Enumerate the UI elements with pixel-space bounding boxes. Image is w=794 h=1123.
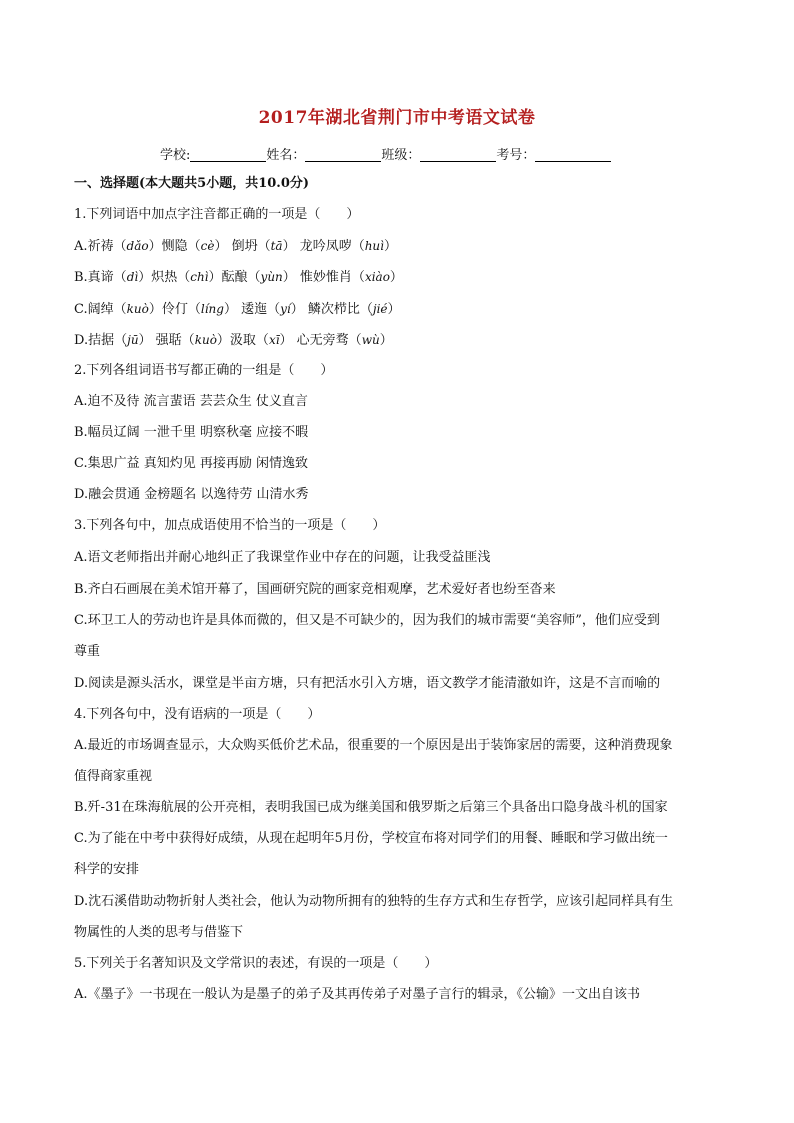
school-blank[interactable] [190, 147, 266, 162]
option-text: C.阔绰（ [74, 302, 127, 317]
option-text: ） 惟妙惟肖（ [282, 270, 365, 285]
pinyin: tā [270, 239, 283, 253]
name-label: 姓名： [266, 148, 306, 163]
question-5-stem: 5.下列关于名著知识及文学常识的表述，有误的一项是（ ） [74, 956, 438, 971]
question-5-option-a: A.《墨子》一书现在一般认为是墨子的弟子及其再传弟子对墨子言行的辑录，《公输》一文出自该书 [74, 987, 641, 1002]
page-title: 2017年湖北省荆门市中考语文试卷 [258, 108, 536, 128]
question-2-option-c: C.集思广益 真知灼见 再接再励 闲情逸致 [74, 456, 309, 471]
question-4-option-a: A.最近的市场调查显示，大众购买低价艺术品，很重要的一个原因是出于装饰家居的需要，这种消费现象 [74, 738, 673, 753]
question-4-option-c: C.为了能在中考中获得好成绩，从现在起明年5月份，学校宣布将对同学们的用餐、睡眠和学习做出统一 [74, 831, 668, 846]
option-text: ） 倒坍（ [214, 239, 271, 254]
question-2-option-b: B.幅员辽阔 一泄千里 明察秋毫 应接不暇 [74, 425, 309, 440]
pinyin: dì [126, 270, 139, 284]
option-text: ） 龙吟凤哕（ [282, 239, 365, 254]
pinyin: jū [127, 333, 139, 347]
section-heading: 一、选择题(本大题共5小题，共10.0分) [74, 176, 310, 191]
question-2-stem: 2.下列各组词语书写都正确的一组是（ ） [74, 363, 334, 378]
pinyin: wù [361, 333, 380, 347]
pinyin: cè [200, 239, 215, 253]
pinyin: kuò [194, 333, 217, 347]
option-text: D.拮据（ [74, 333, 128, 348]
pinyin: yùn [260, 270, 283, 284]
option-text: A.祈祷（ [74, 239, 127, 254]
pinyin: líng [200, 302, 224, 316]
pinyin: jié [372, 302, 388, 316]
question-4-option-d-cont: 物属性的人类的思考与借鉴下 [74, 925, 244, 940]
question-2-option-a: A.迫不及待 流言蜚语 芸芸众生 仗义直言 [74, 394, 308, 409]
pinyin: chì [190, 270, 209, 284]
name-blank[interactable] [305, 147, 381, 162]
number-blank[interactable] [535, 147, 611, 162]
question-1-option-c [74, 300, 401, 319]
question-4-stem: 4.下列各句中，没有语病的一项是（ ） [74, 707, 321, 722]
option-text: ） 强聒（ [138, 333, 195, 348]
question-1-option-a [74, 237, 397, 256]
question-3-stem: 3.下列各句中，加点成语使用不恰当的一项是（ ） [74, 518, 386, 533]
option-text: ） [384, 239, 398, 254]
question-3-option-d: D.阅读是源头活水，课堂是半亩方塘，只有把活水引入方塘，语文教学才能清澈如许，这是不言而喻的 [74, 676, 661, 691]
class-blank[interactable] [420, 147, 496, 162]
question-3-option-b: B.齐白石画展在美术馆开幕了，国画研究院的画家竞相观摩，艺术爱好者也纷至沓来 [74, 582, 556, 597]
option-text: ） [387, 302, 401, 317]
option-text: B.真谛（ [74, 270, 127, 285]
question-1-option-b [74, 268, 403, 287]
number-label: 考号： [496, 148, 536, 163]
option-text: ） 逶迤（ [223, 302, 281, 317]
question-3-option-a: A.语文老师指出并耐心地纠正了我课堂作业中存在的问题，让我受益匪浅 [74, 550, 491, 565]
class-label: 班级： [381, 148, 421, 163]
student-info-row [160, 144, 611, 163]
pinyin: huì [364, 239, 384, 253]
option-text: ）汲取（ [216, 333, 269, 348]
question-1-stem: 1.下列词语中加点字注音都正确的一项是（ ） [74, 207, 360, 222]
pinyin: yí [280, 302, 291, 316]
question-4-option-d: D.沈石溪借助动物折射人类社会，他认为动物所拥有的独特的生存方式和生存哲学，应该引起同样具有生 [74, 894, 674, 909]
pinyin: dǎo [126, 239, 149, 253]
question-3-option-c: C.环卫工人的劳动也许是具体而微的，但又是不可缺少的，因为我们的城市需要“美容师”，他们应受到 [74, 613, 660, 628]
option-text: ） [379, 333, 393, 348]
question-4-option-a-cont: 值得商家重视 [74, 769, 153, 784]
question-1-option-d [74, 331, 393, 350]
question-2-option-d: D.融会贯通 金榜题名 以逸待劳 山清水秀 [74, 487, 309, 502]
question-4-option-b: B.歼-31在珠海航展的公开亮相，表明我国已成为继美国和俄罗斯之后第三个具备出口隐身战斗机的国家 [74, 800, 668, 815]
option-text: ）炽热（ [138, 270, 191, 285]
option-text: ） 鳞次栉比（ [290, 302, 373, 317]
option-text: ）伶仃（ [148, 302, 201, 317]
question-3-option-c-cont: 尊重 [74, 644, 101, 659]
pinyin: xī [268, 333, 280, 347]
option-text: ） [389, 270, 403, 285]
question-4-option-c-cont: 科学的安排 [74, 862, 140, 877]
option-text: ）恻隐（ [148, 239, 201, 254]
pinyin: kuò [126, 302, 149, 316]
school-label: 学校: [160, 148, 191, 163]
pinyin: xiào [364, 270, 390, 284]
option-text: ）酝酿（ [208, 270, 261, 285]
option-text: ） 心无旁骛（ [279, 333, 362, 348]
